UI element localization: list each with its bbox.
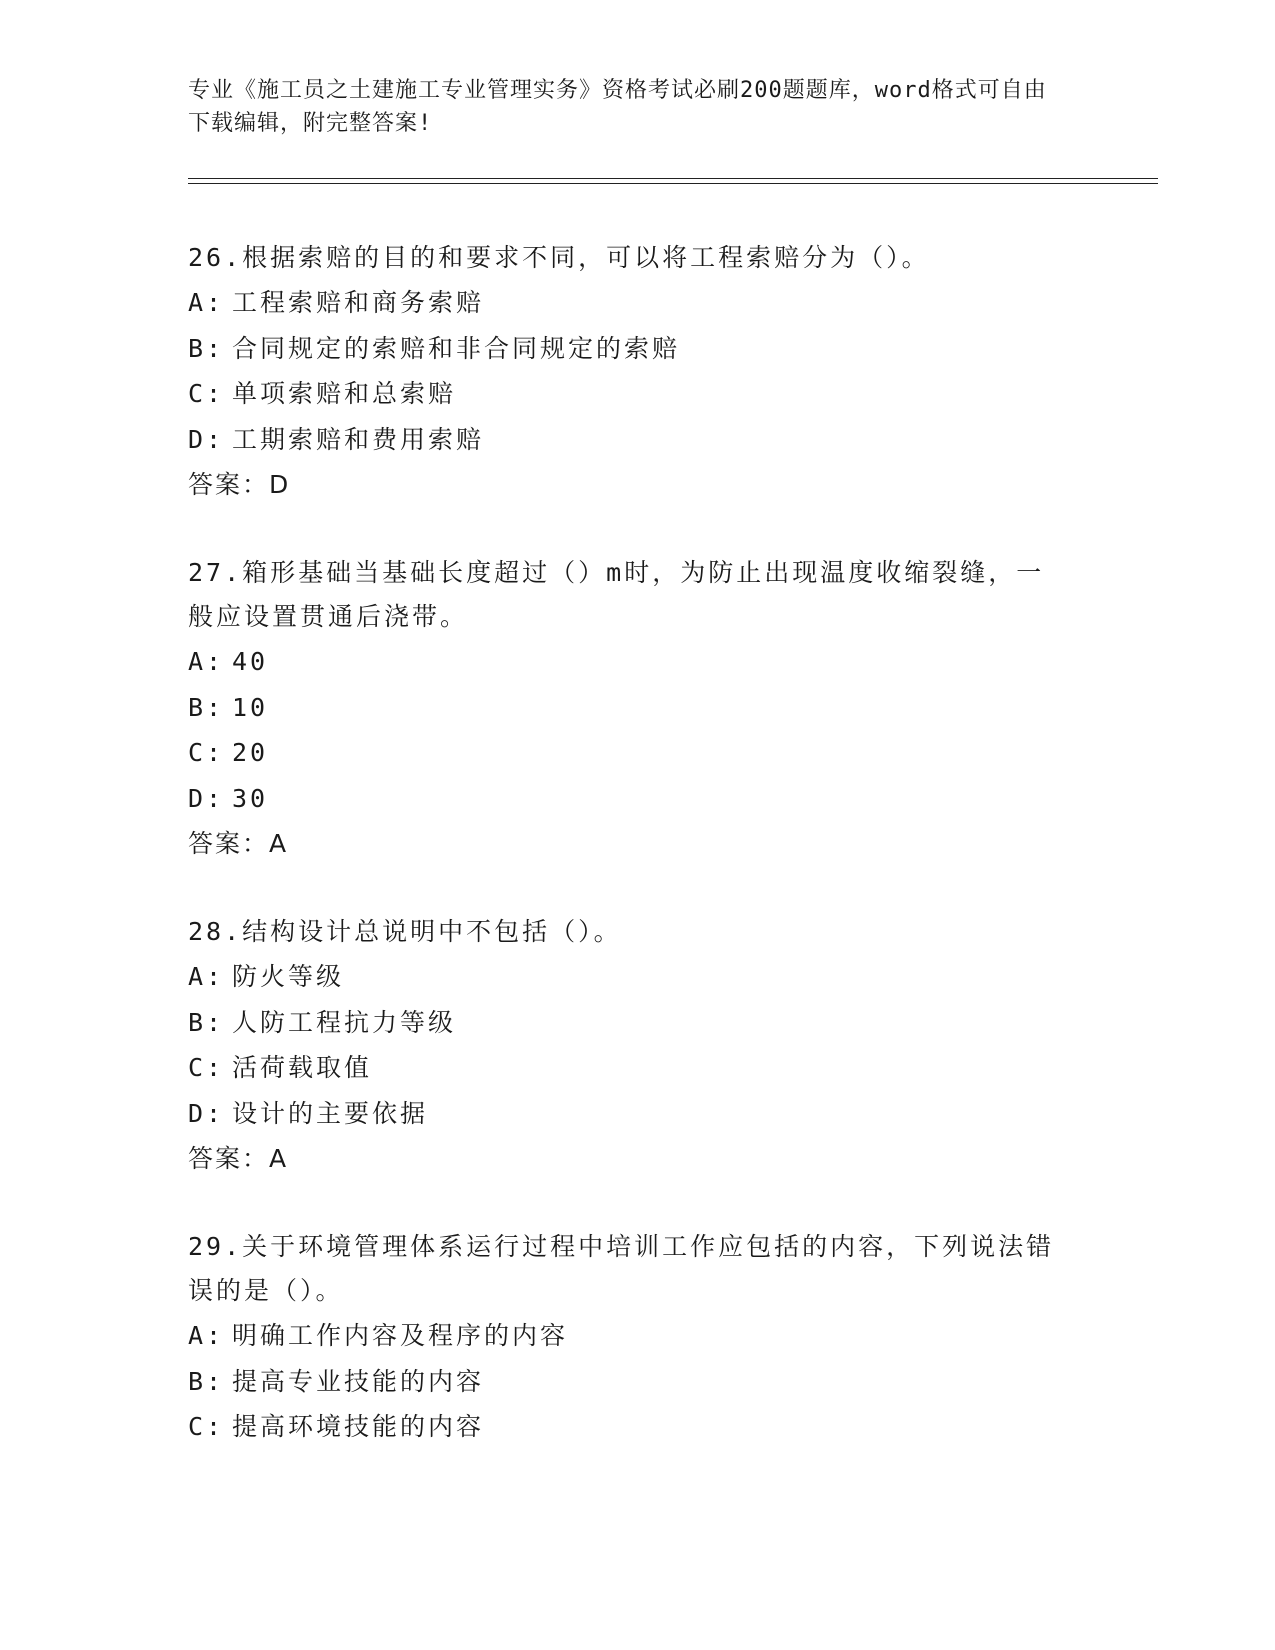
question-stem: 28.结构设计总说明中不包括（）。 [188,917,622,946]
option-d [188,417,1068,463]
option-text: 防火等级 [232,962,345,991]
question-list [188,236,1068,1493]
option-text: 合同规定的索赔和非合同规定的索赔 [232,333,681,363]
option-letter: C: [188,738,225,767]
option-text: 10 [232,692,269,722]
option-letter: A: [188,962,225,991]
option-text: 活荷载取值 [232,1053,373,1082]
option-c [188,1404,1068,1450]
option-text: 设计的主要依据 [232,1098,429,1128]
option-c [188,371,1068,417]
option-text: 提高环境技能的内容 [232,1412,485,1441]
option-letter: D: [188,424,225,454]
option-a [188,639,1068,685]
option-text: 工期索赔和费用索赔 [232,424,485,454]
answer-line: 答案：A [188,1144,289,1173]
option-text: 工程索赔和商务索赔 [232,288,485,317]
header-divider-top [188,178,1158,179]
option-letter: B: [188,1366,225,1396]
question-27 [188,551,1068,867]
option-text: 单项索赔和总索赔 [232,379,457,408]
option-letter: B: [188,1007,225,1037]
question-26 [188,236,1068,508]
option-b [188,1000,1068,1046]
header-divider-bottom [188,183,1158,184]
option-letter: C: [188,1412,225,1441]
option-text: 30 [232,783,269,813]
option-d [188,1091,1068,1137]
answer-line: 答案：D [188,470,291,499]
option-letter: B: [188,692,225,722]
option-a [188,280,1068,326]
document-header: 专业《施工员之土建施工专业管理实务》资格考试必刷200题题库，word格式可自由下载编辑，附完整答案! [188,78,1047,136]
option-letter: A: [188,1321,225,1350]
question-28 [188,910,1068,1182]
question-stem: 26.根据索赔的目的和要求不同，可以将工程索赔分为（）。 [188,243,930,272]
option-d [188,776,1068,822]
option-letter: B: [188,333,225,363]
option-text: 明确工作内容及程序的内容 [232,1321,569,1350]
option-text: 提高专业技能的内容 [232,1366,485,1396]
option-text: 20 [232,738,269,767]
answer-line: 答案：A [188,829,289,858]
option-letter: A: [188,647,225,676]
option-letter: C: [188,1053,225,1082]
option-b [188,326,1068,372]
question-stem: 29.关于环境管理体系运行过程中培训工作应包括的内容，下列说法错误的是（）。 [188,1232,1055,1305]
option-letter: D: [188,783,225,813]
option-a [188,1313,1068,1359]
option-b [188,685,1068,731]
option-c [188,730,1068,776]
option-c [188,1045,1068,1091]
question-29 [188,1225,1068,1450]
option-letter: C: [188,379,225,408]
option-a [188,954,1068,1000]
option-letter: A: [188,288,225,317]
option-b [188,1359,1068,1405]
question-stem: 27.箱形基础当基础长度超过（）m时，为防止出现温度收缩裂缝，一般应设置贯通后浇带。 [188,558,1045,631]
option-letter: D: [188,1098,225,1128]
option-text: 人防工程抗力等级 [232,1007,457,1037]
option-text: 40 [232,647,269,676]
